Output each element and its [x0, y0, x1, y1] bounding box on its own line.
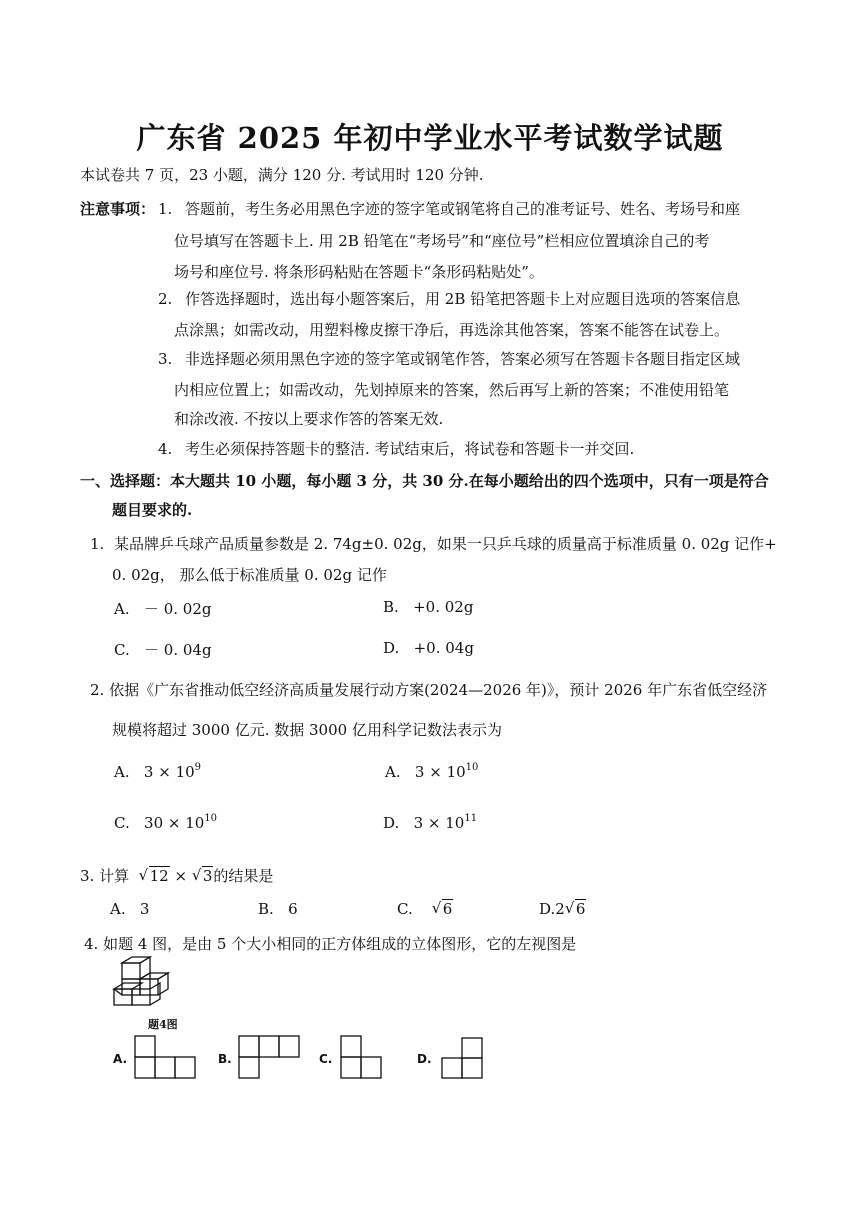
q3-stem: 3. 计算 √ 12 × √ 3的结果是 [80, 866, 273, 886]
section-1-heading-line-1: 一、选择题：本大题共 10 小题，每小题 3 分，共 30 分.在每小题给出的四个选项中，只有一项是符合 [80, 472, 769, 490]
q1-number: 1. [90, 535, 105, 553]
q1-option-a: A. － 0. 02g [114, 600, 212, 618]
q2-option-c: C. $30 \times 10^{10}$ [114, 813, 218, 832]
notice-label: 注意事项： [80, 200, 156, 218]
q1-option-b: B. +0. 02g [383, 598, 474, 616]
q4-stem: 4. 如题 4 图，是由 5 个大小相同的正方体组成的立体图形，它的左视图是 [84, 935, 577, 953]
q3-option-a: A. 3 [110, 900, 150, 918]
notice-item-3-num: 3. [158, 350, 173, 368]
notice-item-1-line-3: 场号和座位号. 将条形码粘贴在答题卡“条形码粘贴处”。 [174, 263, 544, 281]
notice-item-1-num: 1. [158, 200, 173, 218]
q4-option-b-view [238, 1035, 300, 1081]
q4-option-c-view [340, 1035, 384, 1081]
notice-item-1-line-1: 答题前，考生务必用黑色字迹的签字笔或钢笔将自己的准考证号、姓名、考场号和座 [185, 200, 741, 218]
q3-option-c: C. √ 6 [397, 900, 453, 918]
q1-option-c: C. － 0. 04g [114, 641, 212, 659]
notice-item-2-num: 2. [158, 290, 173, 308]
notice-item-4-num: 4. [158, 440, 173, 458]
q4-option-a-label: A. [113, 1052, 128, 1066]
q2-option-d: D. $3 \times 10^{11}$ [383, 813, 478, 832]
q4-option-b-label: B. [218, 1052, 232, 1066]
notice-item-3-line-2: 内相应位置上；如需改动，先划掉原来的答案，然后再写上新的答案；不准使用铅笔 [174, 381, 730, 399]
q3-option-d: D.2√ 6 [539, 900, 586, 918]
notice-item-1-line-2: 位号填写在答题卡上. 用 2B 铅笔在“考场号”和“座位号”栏相应位置填涂自己的考 [174, 232, 710, 250]
notice-item-2-line-2: 点涂黑；如需改动，用塑料橡皮擦干净后，再选涂其他答案，答案不能答在试卷上。 [174, 321, 730, 339]
q4-option-d-view [441, 1037, 485, 1081]
notice-item-4-line-1: 考生必须保持答题卡的整洁. 考试结束后，将试卷和答题卡一并交回. [185, 440, 635, 458]
q4-figure-cubes [112, 955, 192, 1015]
q3-sqrt-12: √ 12 [139, 866, 170, 886]
notice-item-2-line-1: 作答选择题时，选出每小题答案后，用 2B 铅笔把答题卡上对应题目选项的答案信息 [185, 290, 741, 308]
q4-figure-caption: 题4图 [148, 1018, 178, 1031]
notice-item-3-line-3: 和涂改液. 不按以上要求作答的答案无效. [174, 410, 444, 428]
q1-stem-line-2: 0. 02g， 那么低于标准质量 0. 02g 记作 [112, 566, 387, 584]
q3-option-b: B. 6 [258, 900, 298, 918]
q1-option-d: D. +0. 04g [383, 639, 474, 657]
q1-stem-line-1: 某品牌乒乓球产品质量参数是 2. 74g±0. 02g，如果一只乒乓球的质量高于标准质量 0. 02g 记作+ [114, 535, 777, 553]
q2-stem-line-2: 规模将超过 3000 亿元. 数据 3000 亿用科学记数法表示为 [112, 721, 502, 739]
section-1-heading-line-2: 题目要求的. [112, 501, 193, 519]
notice-item-3-line-1: 非选择题必须用黑色字迹的签字笔或钢笔作答，答案必须写在答题卡各题目指定区域 [185, 350, 741, 368]
q4-option-c-label: C. [319, 1052, 333, 1066]
exam-intro: 本试卷共 7 页，23 小题，满分 120 分. 考试用时 120 分钟. [80, 166, 484, 184]
q3-sqrt-3: √ 3 [192, 866, 214, 886]
q4-option-d-label: D. [417, 1052, 432, 1066]
q2-stem-line-1: 2. 依据《广东省推动低空经济高质量发展行动方案(2024—2026 年)》，预计 2026 年广东省低空经济 [90, 681, 768, 699]
q2-option-a: A. $3 \times 10^9$ [114, 762, 202, 781]
q2-option-b: A. $3 \times 10^{10}$ [385, 762, 479, 781]
q4-option-a-view [134, 1035, 196, 1081]
exam-title: 广东省 2025 年初中学业水平考试数学试题 [136, 121, 724, 155]
